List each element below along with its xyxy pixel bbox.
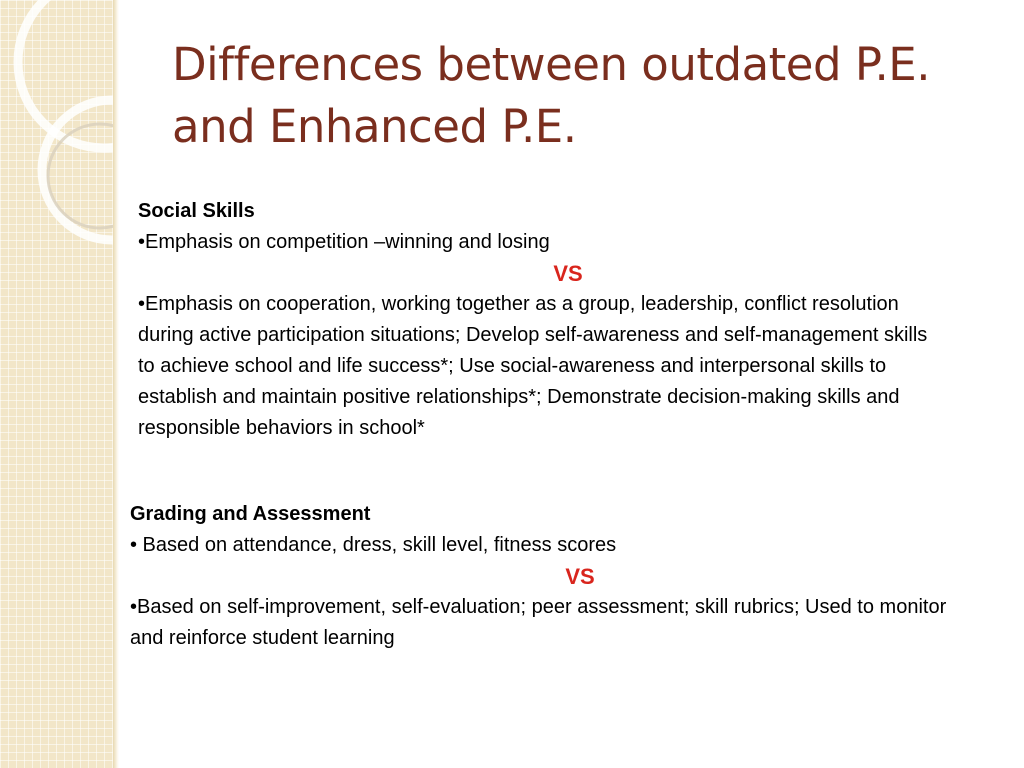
grading-heading: Grading and Assessment [130, 503, 371, 525]
grading-enhanced-point: •Based on self-improvement, self-evaluation; peer assessment; skill rubrics; Used to monitor and reinforce student learning [130, 596, 947, 649]
social-skills-outdated-point: •Emphasis on competition –winning and losing [138, 231, 550, 253]
decorative-rings-graphic [0, 0, 113, 768]
social-skills-vs-label: VS [553, 261, 583, 286]
slide-title-line-1: Differences between outdated P.E. [172, 38, 931, 91]
grading-outdated-point: • Based on attendance, dress, skill level, fitness scores [130, 534, 617, 556]
decorative-ring-middle [42, 100, 113, 240]
slide-title [172, 34, 992, 158]
grading-vs-label: VS [565, 564, 595, 589]
social-skills-section [138, 196, 938, 444]
decorative-ring-top [18, 0, 113, 148]
social-skills-enhanced-point: •Emphasis on cooperation, working together as a group, leadership, conflict resolution during active participation situations; Develop self-awareness and self-management skills to achieve school and life success*; Use social-awareness and interpersonal skills to establish and maintain positive relationships*; Demonstrate decision-making skills and responsible behaviors in school* [138, 293, 928, 439]
sidebar-edge-shadow [113, 0, 119, 768]
grading-assessment-section [130, 499, 960, 654]
social-skills-heading: Social Skills [138, 200, 255, 222]
slide-title-line-2: and Enhanced P.E. [172, 100, 577, 153]
decorative-sidebar [0, 0, 113, 768]
